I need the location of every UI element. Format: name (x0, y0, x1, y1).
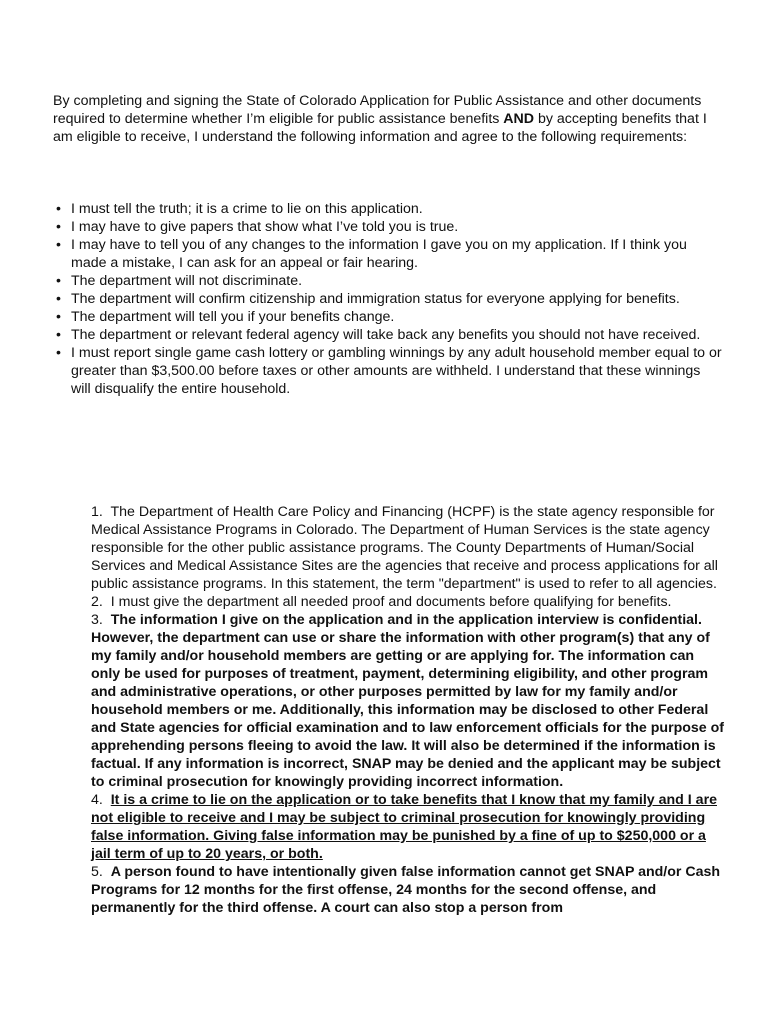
statement-number: 2. (91, 594, 103, 610)
intro-text-start: By completing and signing the State of Colorado Application for Public Assistance and other documents required to determine whether I’m eligible for public assistance benefits (53, 93, 702, 127)
list-item (54, 200, 724, 218)
statement-2 (91, 593, 725, 611)
list-item-text: I may have to tell you of any changes to the information I gave you on my application. If I think you made a mistake, I can ask for an appeal or fair hearing. (71, 237, 687, 271)
bullet-icon: • (56, 237, 61, 253)
bullet-icon: • (56, 291, 61, 307)
list-item-text: The department or relevant federal agency will take back any benefits you should not have received. (71, 327, 701, 343)
statement-1 (91, 503, 725, 593)
bullet-icon: • (56, 309, 61, 325)
list-item (54, 326, 724, 344)
statement-4 (91, 791, 725, 863)
list-item-text: I may have to give papers that show what I’ve told you is true. (71, 219, 459, 235)
list-item (54, 236, 724, 272)
statement-number: 3. (91, 612, 103, 628)
list-item-text: I must tell the truth; it is a crime to lie on this application. (71, 201, 423, 217)
statement-text: I must give the department all needed proof and documents before qualifying for benefits. (110, 594, 672, 610)
numbered-statements (91, 503, 725, 917)
list-item-text: I must report single game cash lottery or gambling winnings by any adult household member equal to or greater than $3,500.00 before taxes or other amounts are withheld. I understand that these winnings will disqualify the entire household. (71, 345, 722, 397)
bullet-icon: • (56, 345, 61, 361)
list-item-text: The department will tell you if your benefits change. (71, 309, 395, 325)
statement-number: 4. (91, 792, 103, 808)
list-item (54, 290, 724, 308)
list-item (54, 344, 724, 398)
list-item-text: The department will confirm citizenship and immigration status for everyone applying for benefits. (71, 291, 680, 307)
statement-3 (91, 611, 725, 791)
statement-text: It is a crime to lie on the application or to take benefits that I know that my family and I are not eligible to receive and I may be subject to criminal prosecution for knowingly providing false information. Giving false information may be punished by a fine of up to $250,000 or a jail term of up to 20 years, or both. (91, 792, 717, 862)
intro-emphasis: AND (503, 111, 535, 127)
statement-5 (91, 863, 725, 917)
list-item (54, 272, 724, 290)
requirements-list (54, 200, 724, 398)
statement-text: The Department of Health Care Policy and Financing (HCPF) is the state agency responsible for Medical Assistance Programs in Colorado. The Department of Human Services is the state agency responsible for the other public assistance programs. The County Departments of Human/Social Services and Medical Assistance Sites are the agencies that receive and process applications for all public assistance programs. In this statement, the term "department" is used to refer to all agencies. (91, 504, 718, 592)
list-item (54, 218, 724, 236)
statement-number: 1. (91, 504, 103, 520)
statement-text: The information I give on the application and in the application interview is confidential. However, the department can use or share the information with other program(s) that any of my family and/or household members are getting or are applying for. The information can only be used for purposes of treatment, payment, determining eligibility, and other program and administrative operations, or other purposes permitted by law for my family and/or household members or me. Additionally, this information may be disclosed to other Federal and State agencies for official examination and to law enforcement officials for the purpose of apprehending persons fleeing to avoid the law. It will also be determined if the information is factual. If any information is incorrect, SNAP may be denied and the applicant may be subject to criminal prosecution for knowingly providing incorrect information. (91, 612, 725, 790)
bullet-icon: • (56, 327, 61, 343)
bullet-icon: • (56, 201, 61, 217)
list-item-text: The department will not discriminate. (71, 273, 303, 289)
intro-text-end: by accepting benefits that I am eligible to receive, I understand the following information and agree to the following requirements: (53, 111, 707, 145)
list-item (54, 308, 724, 326)
bullet-icon: • (56, 219, 61, 235)
statement-text: A person found to have intentionally given false information cannot get SNAP and/or Cash Programs for 12 months for the first offense, 24 months for the second offense, and permanently for the third offense. A court can also stop a person from (91, 864, 721, 916)
intro-paragraph (53, 92, 725, 146)
statement-number: 5. (91, 864, 103, 880)
bullet-icon: • (56, 273, 61, 289)
